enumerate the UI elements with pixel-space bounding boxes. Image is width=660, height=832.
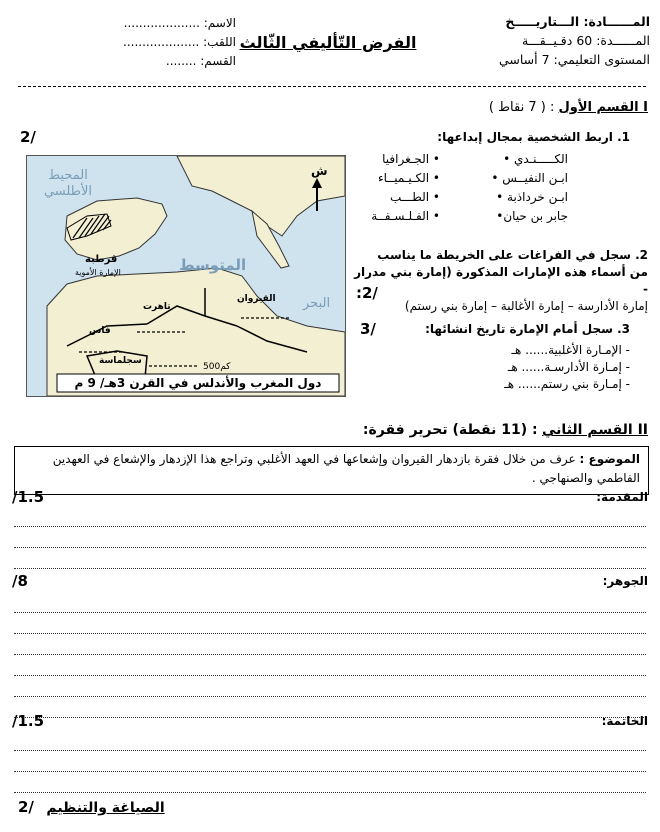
topic-box <box>14 446 649 495</box>
part1-header <box>489 100 648 115</box>
field-item[interactable]: • الكـيـميــاء <box>377 171 440 185</box>
intro-label: المقدمة: <box>596 490 648 504</box>
body-lines[interactable] <box>14 592 646 718</box>
body-label: الجوهر: <box>602 574 648 588</box>
q3-score: 3/ <box>360 320 376 338</box>
q2-score: :2/ <box>356 284 378 302</box>
conclusion-score: /1.5 <box>12 712 45 730</box>
person-item[interactable]: ابـن النفيــس • <box>491 171 568 185</box>
surname-field[interactable]: اللقب: .................... <box>123 35 236 49</box>
header-separator <box>18 86 646 87</box>
q1-persons <box>448 150 568 226</box>
footer-score: 2/ <box>18 798 34 816</box>
q1-score: 2/ <box>20 128 36 146</box>
q3-item[interactable]: - الإمـارة الأغلبية...... هـ <box>511 343 630 357</box>
footer-label: الصياغة والتنظيم <box>46 800 165 816</box>
level: المستوى التعليمي: 7 أساسي <box>498 52 650 67</box>
student-info <box>56 14 236 71</box>
map-label-sijilmasa: سجلماسة <box>99 356 142 366</box>
north-icon: ش <box>311 164 328 178</box>
field-item[interactable]: • الفـلـسـفــة <box>371 209 440 223</box>
body-score: /8 <box>12 572 28 590</box>
field-item[interactable]: • الطـــب <box>389 190 440 204</box>
part2-label: II القسم الثاني <box>542 422 648 438</box>
map-label-fes: فاس <box>89 326 111 336</box>
topic-text: عرف من خلال فقرة بازدهار القيروان وإشعاعها في العهد الأغلبي وتراجع هذا الإزدهار والإشعاع في العهدين الفاطمي والصنهاجي . <box>52 452 640 485</box>
topic-label: الموضوع : <box>579 452 640 466</box>
map-caption: دول المغرب والأندلس في القرن 3هـ/ 9 م <box>74 376 322 390</box>
part1-label: I القسم الأول <box>558 100 648 115</box>
map-label-umayyad: الإمارة الأموية <box>75 268 121 277</box>
q1-fields <box>330 150 440 226</box>
q3-item[interactable]: - إمـارة الأدارسـة...... هـ <box>507 360 630 374</box>
footer <box>18 798 165 816</box>
part1-points: : ( 7 نقاط ) <box>488 100 555 115</box>
q3-title: 3. سجل أمام الإمارة تاريخ انشائها: <box>425 322 630 336</box>
q3-items <box>390 342 630 393</box>
conclusion-lines[interactable] <box>14 730 646 793</box>
map-label-sea: البحر <box>303 296 331 311</box>
map-scale: 500كم <box>203 362 231 372</box>
map-label-atlantic: المحيط الأطلسي <box>43 168 93 199</box>
intro-score: /1.5 <box>12 488 45 506</box>
intro-lines[interactable] <box>14 506 646 569</box>
map-label-mediterranean: المتوسط <box>179 256 247 274</box>
duration: المــــــدة: 60 دقـيــقـــة <box>522 33 650 48</box>
part2-header <box>363 422 648 438</box>
class-field[interactable]: القسم: ........ <box>165 54 236 68</box>
q1-title: 1. اربط الشخصية بمجال إبداعها: <box>437 130 630 144</box>
exam-title: الفرض التّأليفي الثّالث <box>239 33 417 52</box>
map-label-kairouan: القيروان <box>237 294 276 304</box>
field-item[interactable]: • الجـغرافيا <box>382 152 440 166</box>
q2-text: 2. سجل في الفراغات على الخريطة ما يناسب من أسماء هذه الإمارات المذكورة (إمارة بني مدرار - إمارة الأدارسة – إمارة الأغالبة – إمارة بني رستم) <box>354 248 648 313</box>
name-field[interactable]: الاسم: .................... <box>123 16 236 30</box>
person-item[interactable]: جابر بن حيان• <box>496 209 568 223</box>
map <box>26 155 346 397</box>
person-item[interactable]: الكـــــنـدي • <box>503 152 568 166</box>
exam-info <box>480 12 650 69</box>
subject: المــــــادة: الـــتاريـــــخ <box>505 14 650 29</box>
part2-points: : (11 نقطة) تحرير فقرة: <box>362 422 538 438</box>
q3-item[interactable]: - إمـارة بني رستم...... هـ <box>504 377 630 391</box>
person-item[interactable]: ابـن خرداذبة • <box>496 190 568 204</box>
map-label-cordoba: قرطبة <box>85 254 118 265</box>
map-label-tahert: تاهرت <box>143 302 171 312</box>
conclusion-label: الخاتمة: <box>601 714 648 728</box>
